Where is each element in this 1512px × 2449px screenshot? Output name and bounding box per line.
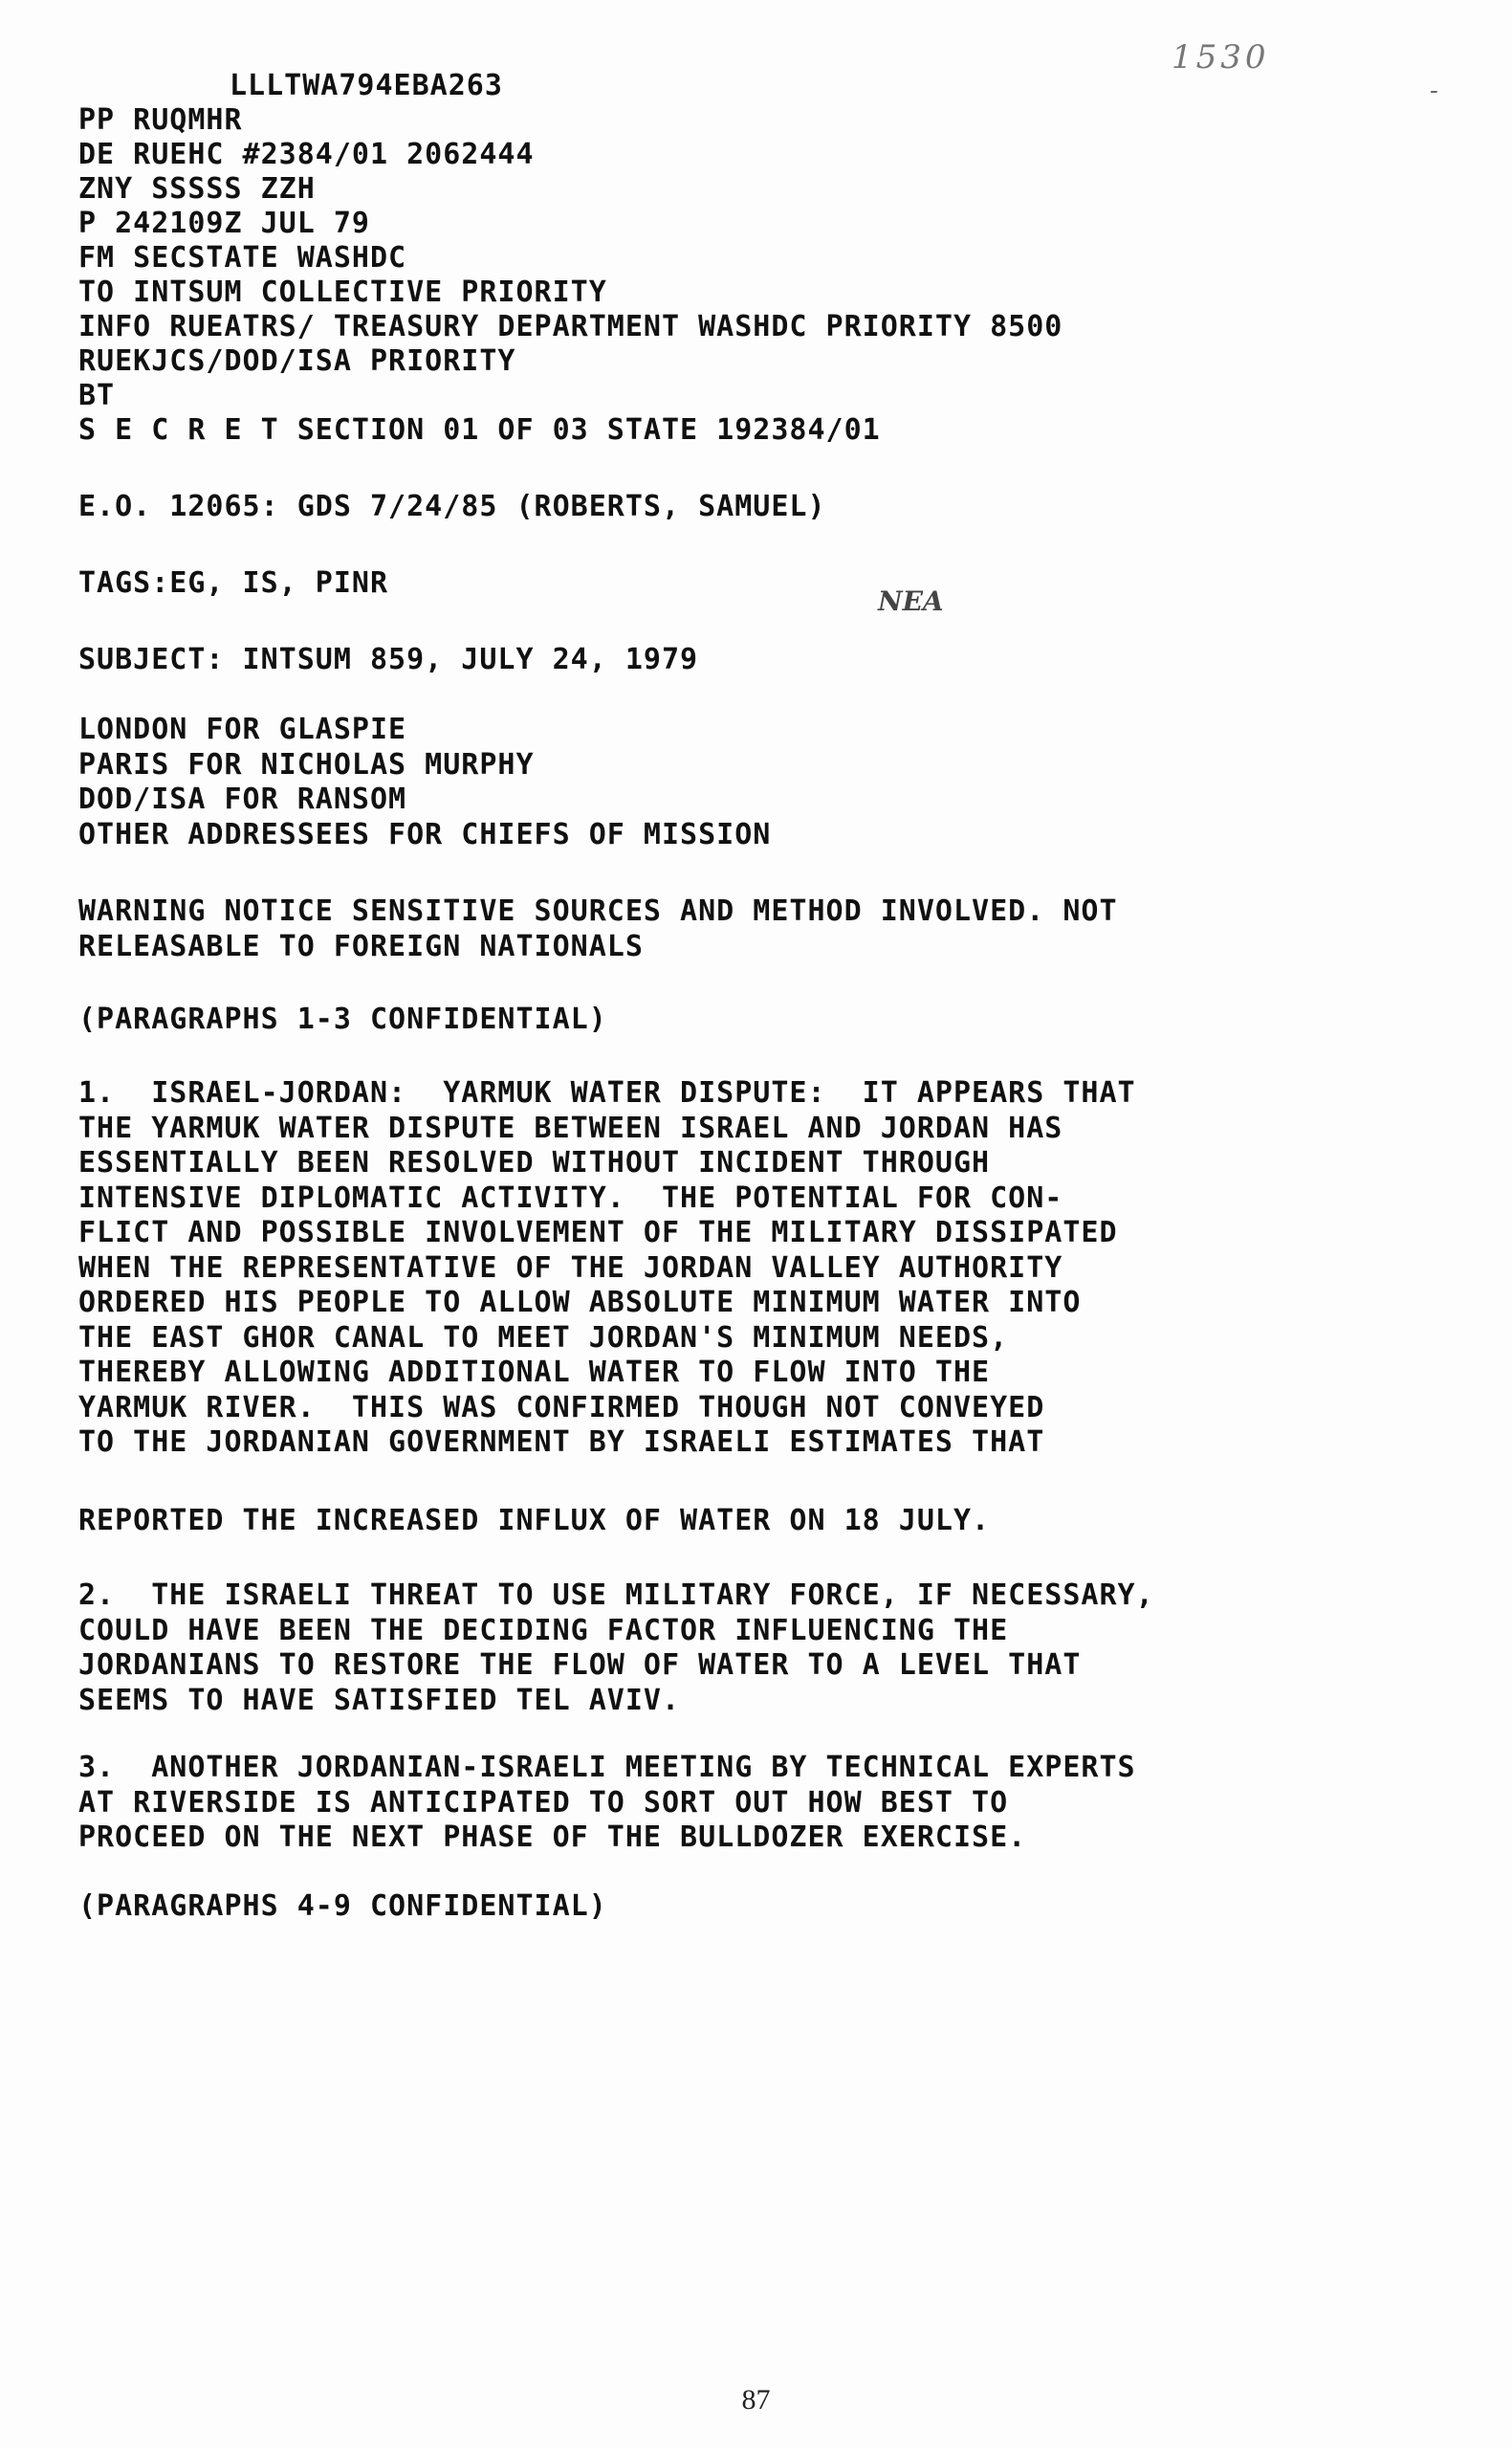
paragraph-line: ESSENTIALLY BEEN RESOLVED WITHOUT INCIDENT THROUGH xyxy=(78,1146,991,1180)
tags-line: TAGS:EG, IS, PINR xyxy=(78,566,389,600)
date-line: P 242109Z JUL 79 xyxy=(78,207,370,240)
paragraph-line: JORDANIANS TO RESTORE THE FLOW OF WATER TO A LEVEL THAT xyxy=(78,1648,1082,1682)
handwritten-mark-nea: NEA xyxy=(878,585,944,617)
warning-notice xyxy=(78,894,1436,964)
paragraph-1 xyxy=(78,1076,1436,1461)
addressee-line: LONDON FOR GLASPIE xyxy=(78,713,407,746)
to-line: TO INTSUM COLLECTIVE PRIORITY xyxy=(78,276,607,309)
de-line: DE RUEHC #2384/01 2062444 xyxy=(78,138,535,171)
paragraph-line: WHEN THE REPRESENTATIVE OF THE JORDAN VALLEY AUTHORITY xyxy=(78,1250,1063,1285)
paragraph-line: PROCEED ON THE NEXT PHASE OF THE BULLDOZER EXERCISE. xyxy=(78,1820,1027,1854)
paragraphs-1-3-label: (PARAGRAPHS 1-3 CONFIDENTIAL) xyxy=(78,1003,607,1036)
paragraphs-4-9-label: (PARAGRAPHS 4-9 CONFIDENTIAL) xyxy=(78,1889,607,1923)
paragraph-line: TO THE JORDANIAN GOVERNMENT BY ISRAELI ESTIMATES THAT xyxy=(78,1425,1045,1459)
warning-line: WARNING NOTICE SENSITIVE SOURCES AND METHOD INVOLVED. NOT xyxy=(78,894,1118,928)
paragraph-line: YARMUK RIVER. THIS WAS CONFIRMED THOUGH NOT CONVEYED xyxy=(78,1390,1045,1424)
addressee-list xyxy=(78,713,1436,852)
classification-line: ZNY SSSSS ZZH xyxy=(78,172,316,206)
paragraph-line: 2. THE ISRAELI THREAT TO USE MILITARY FORCE, IF NECESSARY, xyxy=(78,1578,1154,1612)
paragraph-line: ORDERED HIS PEOPLE TO ALLOW ABSOLUTE MINIMUM WATER INTO xyxy=(78,1286,1082,1319)
addressee-line: OTHER ADDRESSEES FOR CHIEFS OF MISSION xyxy=(78,817,772,851)
paragraph-line: THE EAST GHOR CANAL TO MEET JORDAN'S MINIMUM NEEDS, xyxy=(78,1320,1009,1355)
paragraph-line: INTENSIVE DIPLOMATIC ACTIVITY. THE POTENTIAL FOR CON- xyxy=(78,1180,1063,1215)
paragraph-line: THEREBY ALLOWING ADDITIONAL WATER TO FLOW INTO THE xyxy=(78,1356,991,1389)
subject-line: SUBJECT: INTSUM 859, JULY 24, 1979 xyxy=(78,643,699,676)
paragraph-line: FLICT AND POSSIBLE INVOLVEMENT OF THE MILITARY DISSIPATED xyxy=(78,1216,1118,1249)
handwritten-mark-top: 1530 xyxy=(1172,38,1270,77)
ruekjcs-line: RUEKJCS/DOD/ISA PRIORITY xyxy=(78,344,516,378)
from-line: FM SECSTATE WASHDC xyxy=(78,241,407,275)
addressee-line: PARIS FOR NICHOLAS MURPHY xyxy=(78,747,535,782)
paragraph-line: AT RIVERSIDE IS ANTICIPATED TO SORT OUT HOW BEST TO xyxy=(78,1785,1009,1820)
paragraph-2 xyxy=(78,1578,1436,1718)
bt-line: BT xyxy=(78,379,116,412)
paragraph-line: 3. ANOTHER JORDANIAN-ISRAELI MEETING BY TECHNICAL EXPERTS xyxy=(78,1751,1136,1784)
margin-tick-mark: - xyxy=(1430,77,1438,105)
secret-section-line: S E C R E T SECTION 01 OF 03 STATE 192384/01 xyxy=(78,413,881,447)
info-line: INFO RUEATRS/ TREASURY DEPARTMENT WASHDC PRIORITY 8500 xyxy=(78,310,1063,343)
paragraph-1-tail: REPORTED THE INCREASED INFLUX OF WATER ON 18 JULY. xyxy=(78,1504,991,1537)
warning-line: RELEASABLE TO FOREIGN NATIONALS xyxy=(78,929,644,963)
message-id: LLLTWA794EBA263 xyxy=(230,69,503,102)
eo-line: E.O. 12065: GDS 7/24/85 (ROBERTS, SAMUEL) xyxy=(78,490,826,523)
paragraph-line: COULD HAVE BEEN THE DECIDING FACTOR INFLUENCING THE xyxy=(78,1613,1009,1647)
precedence-line: PP RUQMHR xyxy=(78,103,243,137)
paragraph-line: 1. ISRAEL-JORDAN: YARMUK WATER DISPUTE: IT APPEARS THAT xyxy=(78,1076,1136,1110)
paragraph-3 xyxy=(78,1751,1436,1856)
paragraph-line: THE YARMUK WATER DISPUTE BETWEEN ISRAEL AND JORDAN HAS xyxy=(78,1111,1063,1145)
paragraph-line: SEEMS TO HAVE SATISFIED TEL AVIV. xyxy=(78,1683,681,1717)
addressee-line: DOD/ISA FOR RANSOM xyxy=(78,783,407,816)
page-number: 87 xyxy=(741,2384,771,2416)
